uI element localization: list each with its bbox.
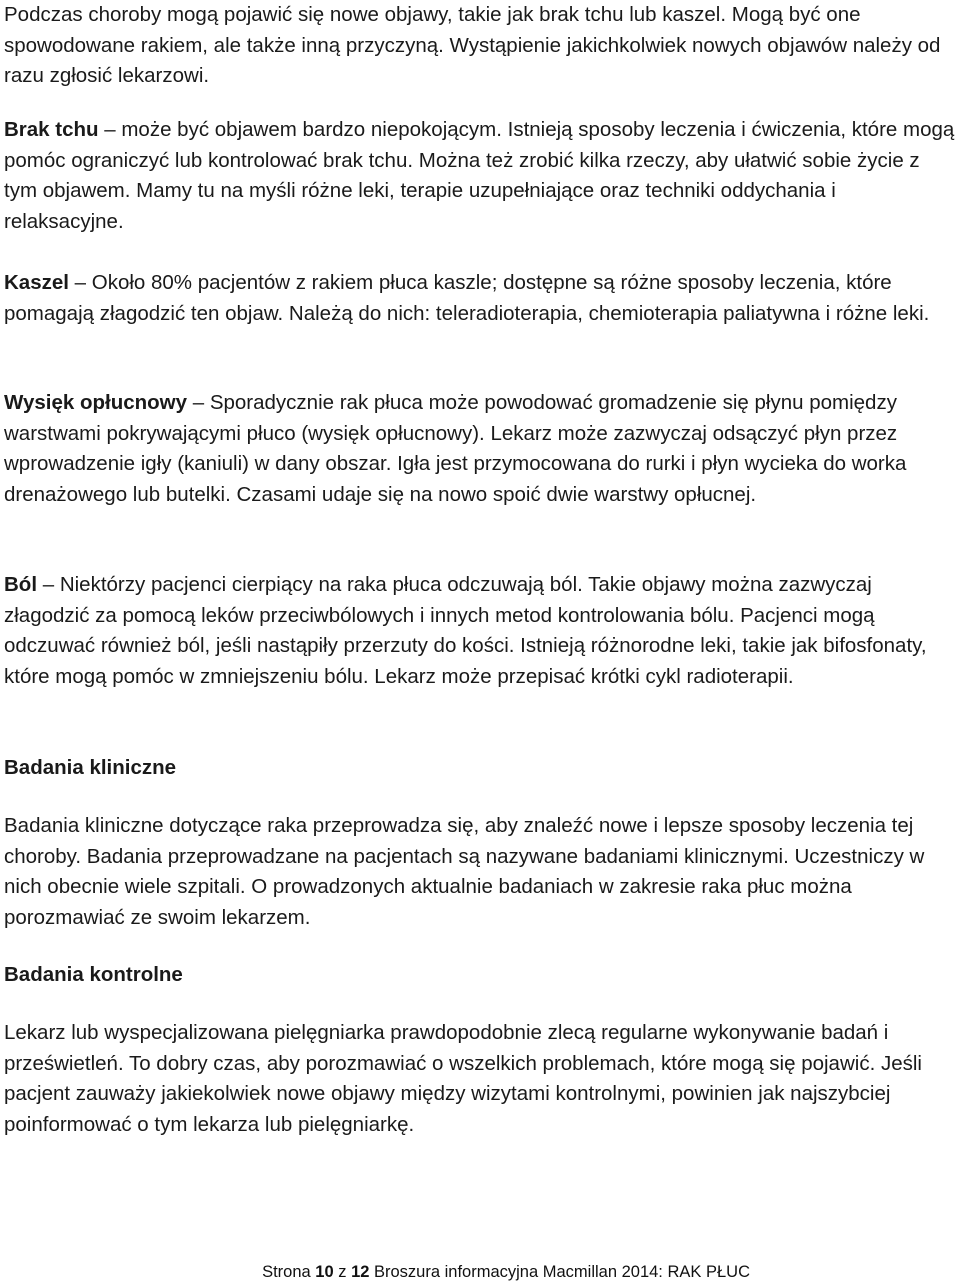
pain-lead: Ból bbox=[4, 573, 38, 596]
cough-lead: Kaszel bbox=[4, 271, 69, 294]
pain-body: – Niektórzy pacjenci cierpiący na raka płuca odczuwają ból. Takie objawy można zazwyczaj złagodzić za pomocą leków przeciwbólowych i innych metod kontrolowania bólu. Pacjenci mogą odczuwać również ból, jeśli nastąpiły przerzuty do kości. Istnieją różnorodne leki, takie jak bifosfonaty, które mogą pomóc w zmniejszeniu bólu. Lekarz może przepisać krótki cykl radioterapii. bbox=[4, 573, 927, 688]
follow-up-heading: Badania kontrolne bbox=[4, 963, 183, 986]
footer-page-total: 12 bbox=[351, 1263, 370, 1281]
effusion-lead: Wysięk opłucnowy bbox=[4, 391, 188, 414]
footer-page-number: 10 bbox=[315, 1263, 334, 1281]
cough-paragraph bbox=[4, 268, 958, 329]
intro-text: Podczas choroby mogą pojawić się nowe objawy, takie jak brak tchu lub kaszel. Mogą być one spowodowane rakiem, ale także inną przyczyną. Wystąpienie jakichkolwiek nowych objawów należy od razu zgłosić lekarzowi. bbox=[4, 3, 941, 87]
effusion-body: – Sporadycznie rak płuca może powodować gromadzenie się płynu pomiędzy warstwami pokrywającymi płuco (wysięk opłucnowy). Lekarz może zazwyczaj odsączyć płyn przez wprowadzenie igły (kaniuli) w dany obszar. Igła jest przymocowana do rurki i płyn wycieka do worka drenażowego lub butelki. Czasami udaje się na nowo spoić dwie warstwy opłucnej. bbox=[4, 391, 907, 506]
pain-paragraph bbox=[4, 570, 958, 692]
clinical-trials-paragraph: Badania kliniczne dotyczące raka przeprowadza się, aby znaleźć nowe i lepsze sposoby leczenia tej choroby. Badania przeprowadzane na pacjentach są nazywane badaniami klinicznymi. Uczestniczy w nich obecnie wiele szpitali. O prowadzonych aktualnie badaniach w zakresie raka płuc można porozmawiać ze swoim lekarzem. bbox=[4, 814, 925, 929]
clinical-trials-heading: Badania kliniczne bbox=[4, 756, 177, 779]
breath-body: – może być objawem bardzo niepokojącym. Istnieją sposoby leczenia i ćwiczenia, które mogą pomóc ograniczyć lub kontrolować brak tchu. Można też zrobić kilka rzeczy, aby ułatwić sobie życie z tym objawem. Mamy tu na myśli różne leki, terapie uzupełniające oraz techniki oddychania i relaksacyjne. bbox=[4, 118, 955, 233]
footer-title: Broszura informacyjna Macmillan 2014: RAK PŁUC bbox=[369, 1263, 750, 1281]
cough-body: – Około 80% pacjentów z rakiem płuca kaszle; dostępne są różne sposoby leczenia, które pomagają złagodzić ten objaw. Należą do nich: teleradioterapia, chemioterapia paliatywna i różne leki. bbox=[4, 271, 930, 325]
footer-prefix: Strona bbox=[262, 1263, 316, 1281]
footer-separator: z bbox=[333, 1263, 352, 1281]
breath-lead: Brak tchu bbox=[4, 118, 99, 141]
effusion-paragraph bbox=[4, 388, 958, 510]
page-footer bbox=[0, 1261, 960, 1283]
breath-paragraph bbox=[4, 115, 958, 237]
follow-up-paragraph: Lekarz lub wyspecjalizowana pielęgniarka prawdopodobnie zlecą regularne wykonywanie badań i prześwietleń. To dobry czas, aby porozmawiać o wszelkich problemach, które mogą się pojawić. Jeśli pacjent zauważy jakiekolwiek nowe objawy między wizytami kontrolnymi, powinien jak najszybciej poinformować o tym lekarza lub pielęgniarkę. bbox=[4, 1021, 922, 1136]
intro-paragraph bbox=[4, 0, 958, 92]
